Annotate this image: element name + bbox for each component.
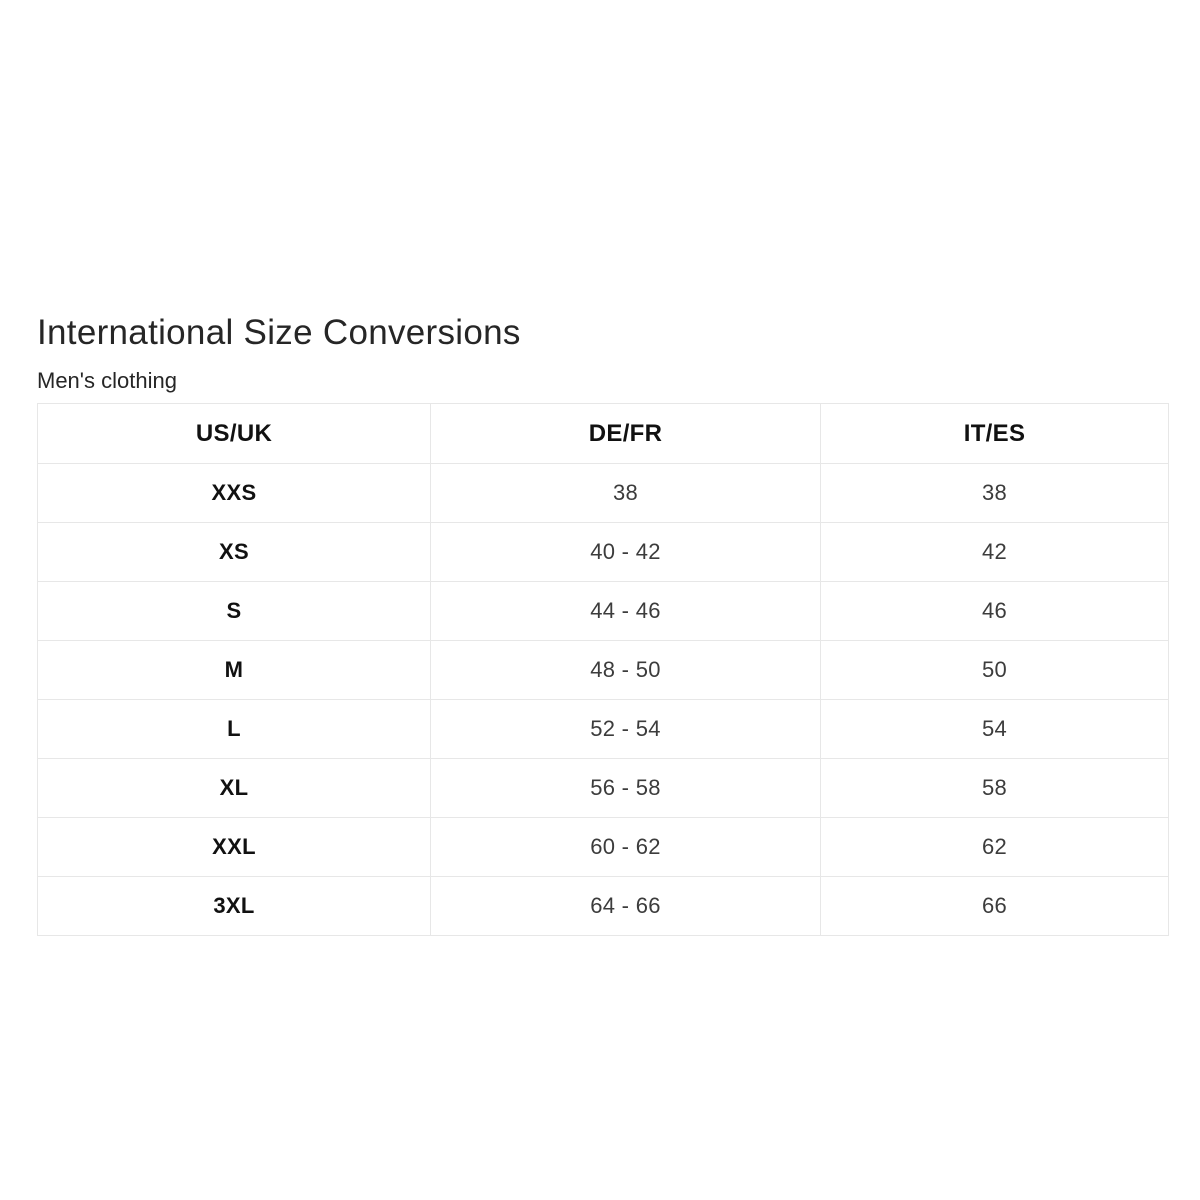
size-cell: XXL xyxy=(38,818,431,877)
size-cell: S xyxy=(38,582,431,641)
size-cell: L xyxy=(38,700,431,759)
section-subtitle-mens-clothing: Men's clothing xyxy=(37,368,177,393)
table-row xyxy=(38,464,1169,523)
value-cell: 56 - 58 xyxy=(431,759,821,818)
column-header-de-fr: DE/FR xyxy=(431,404,821,464)
table-row xyxy=(38,877,1169,936)
value-cell: 54 xyxy=(821,700,1169,759)
table-header-row xyxy=(38,404,1169,464)
table-row xyxy=(38,818,1169,877)
size-conversion-table xyxy=(37,403,1169,936)
table-row xyxy=(38,523,1169,582)
value-cell: 38 xyxy=(821,464,1169,523)
value-cell: 42 xyxy=(821,523,1169,582)
page-title: International Size Conversions xyxy=(37,313,521,353)
size-cell: XL xyxy=(38,759,431,818)
value-cell: 60 - 62 xyxy=(431,818,821,877)
size-cell: M xyxy=(38,641,431,700)
value-cell: 44 - 46 xyxy=(431,582,821,641)
size-cell: XXS xyxy=(38,464,431,523)
size-cell: 3XL xyxy=(38,877,431,936)
column-header-it-es: IT/ES xyxy=(821,404,1169,464)
table-row xyxy=(38,641,1169,700)
table-row xyxy=(38,759,1169,818)
size-cell: XS xyxy=(38,523,431,582)
column-header-us-uk: US/UK xyxy=(38,404,431,464)
value-cell: 46 xyxy=(821,582,1169,641)
value-cell: 40 - 42 xyxy=(431,523,821,582)
value-cell: 66 xyxy=(821,877,1169,936)
value-cell: 58 xyxy=(821,759,1169,818)
value-cell: 38 xyxy=(431,464,821,523)
value-cell: 50 xyxy=(821,641,1169,700)
table-row xyxy=(38,700,1169,759)
value-cell: 52 - 54 xyxy=(431,700,821,759)
table-row xyxy=(38,582,1169,641)
value-cell: 48 - 50 xyxy=(431,641,821,700)
value-cell: 62 xyxy=(821,818,1169,877)
value-cell: 64 - 66 xyxy=(431,877,821,936)
